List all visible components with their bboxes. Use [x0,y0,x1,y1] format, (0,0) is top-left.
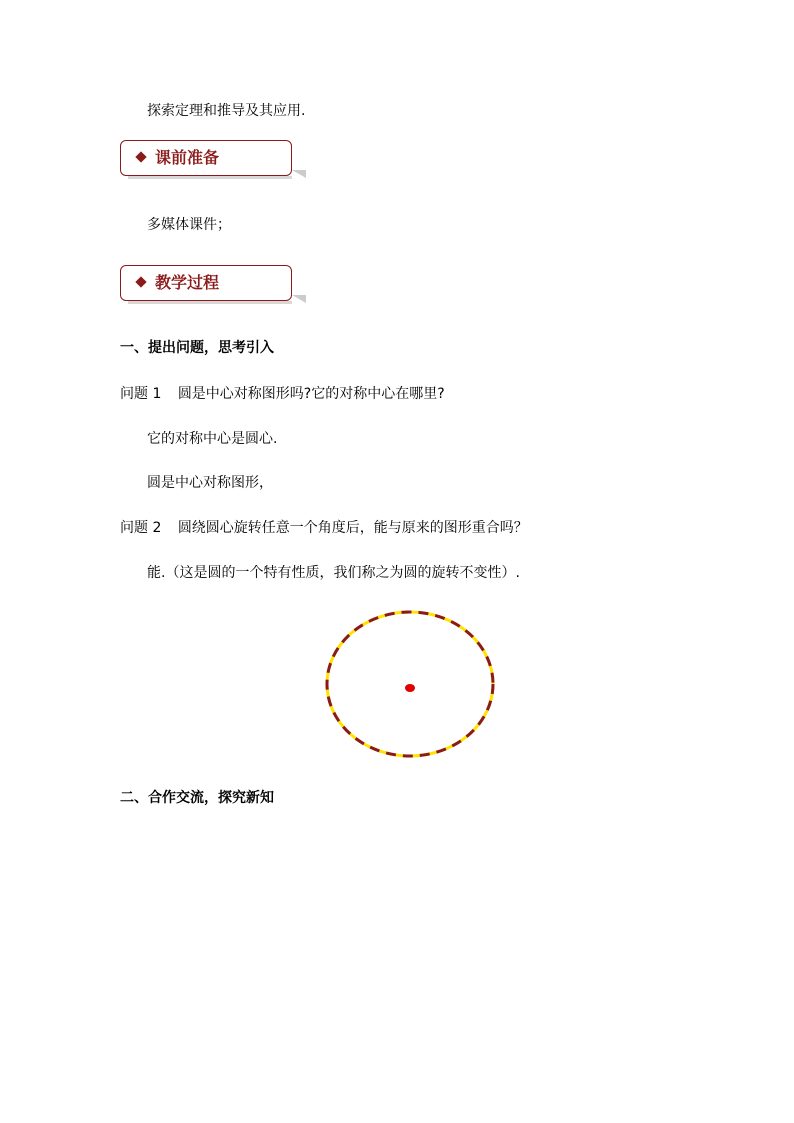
question-1 [120,384,445,404]
section-process-box [120,265,292,301]
section-prep-box [120,140,292,176]
question-1-label: 问题 1 [120,386,162,402]
question-2-text: 圆绕圆心旋转任意一个角度后，能与原来的图形重合吗？ [177,520,528,536]
question-2 [120,518,528,538]
circle-figure [322,606,498,762]
answer-1-line-1: 它的对称中心是圆心. [147,431,278,447]
circle-center-dot [405,684,415,692]
answer-1-line-2: 圆是中心对称图形， [147,475,273,491]
section-prep-shadow-tip [292,170,306,178]
diamond-icon [135,151,146,162]
section-prep-shadow [128,176,292,179]
section-prep-title: 课前准备 [155,148,220,167]
intro-text: 探索定理和推导及其应用. [147,103,306,119]
section-process-shadow-tip [292,295,306,303]
section-process-shadow [128,301,292,304]
section-process-title: 教学过程 [155,273,220,292]
question-1-text: 圆是中心对称图形吗?它的对称中心在哪里? [177,386,445,402]
answer-2: 能.（这是圆的一个特有性质，我们称之为圆的旋转不变性）. [147,565,520,581]
part1-heading: 一、提出问题，思考引入 [120,340,274,356]
question-2-label: 问题 2 [120,520,162,536]
section-prep-content: 多媒体课件； [147,217,231,233]
diamond-icon [135,276,146,287]
part2-heading: 二、合作交流，探究新知 [120,790,274,806]
